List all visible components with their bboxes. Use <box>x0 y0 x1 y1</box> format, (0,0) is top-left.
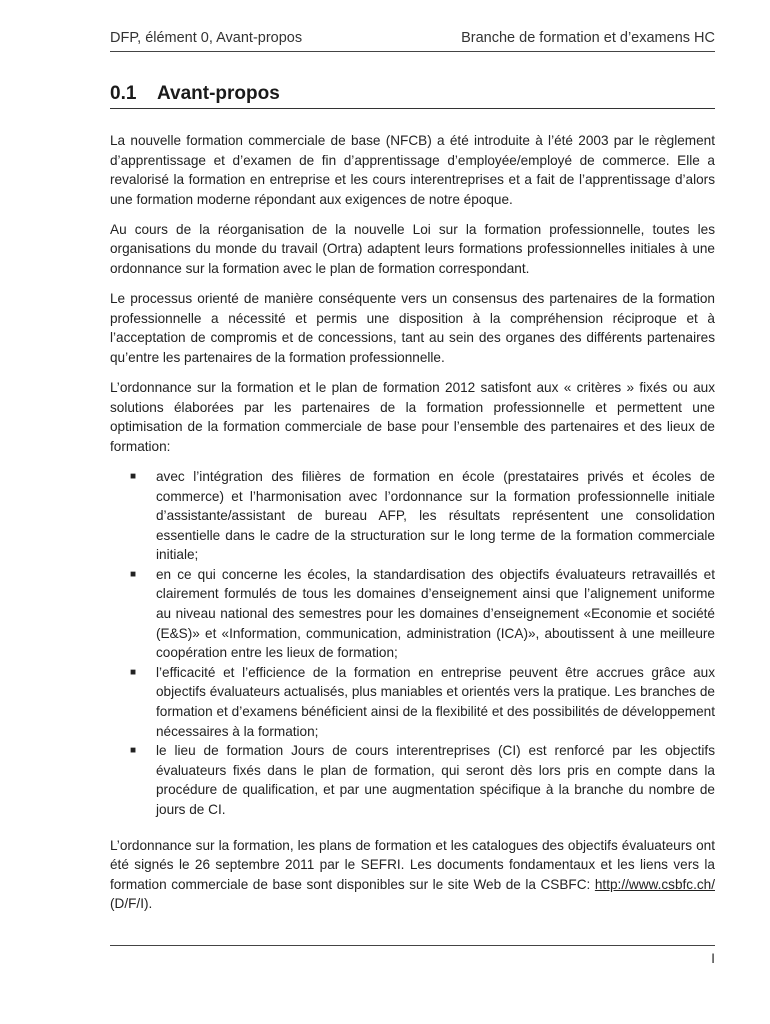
list-item <box>110 663 715 741</box>
list-item-text: l’efficacité et l’efficience de la formation en entreprise peuvent être accrues grâce aux objectifs évaluateurs actualisés, plus maniables et orientés vers la pratique. Les branches de formation et d’examens bénéficient ainsi de la flexibilité et des possibilités de développement nécessaires à la formation; <box>156 664 715 739</box>
closing-text: L’ordonnance sur la formation, les plans de formation et les catalogues des objectifs évaluateurs ont été signés le 26 septembre 2011 par le SEFRI. Les documents fondamentaux et les liens vers la formation commerciale de base sont disponibles sur le site Web de la CSBFC: <box>110 837 715 892</box>
section-heading <box>110 83 715 105</box>
page-header <box>110 30 715 46</box>
closing-suffix: (D/F/I). <box>110 896 153 912</box>
heading-rule <box>110 108 715 109</box>
page-number: I <box>711 950 715 966</box>
square-bullet-icon: ■ <box>130 666 137 678</box>
closing-paragraph <box>110 836 715 914</box>
list-item-text: le lieu de formation Jours de cours interentreprises (CI) est renforcé par les objectifs évaluateurs fixés dans le plan de formation, qui seront dès lors pris en compte dans la procédure de qualification, et par une augmentation spécifique à la branche du nombre de jours de CI. <box>156 743 715 817</box>
square-bullet-icon: ■ <box>130 470 137 482</box>
csbfc-link[interactable]: http://www.csbfc.ch/ <box>594 876 715 892</box>
list-item <box>110 565 715 663</box>
header-left: DFP, élément 0, Avant-propos <box>110 30 303 46</box>
footer-rule <box>110 945 715 946</box>
list-item-text: en ce qui concerne les écoles, la standardisation des objectifs évaluateurs retravaillés et clairement formulés de tous les domaines d’enseignement ainsi que l’alignement uniforme au niveau national des semestres pour les domaines d’enseignement «Economie et société (E&S)» et «Information, communication, administration (ICA)», aboutissent à une meilleure coopération entre les lieux de formation; <box>156 566 715 661</box>
section-number: 0.1 <box>110 83 137 104</box>
header-rule <box>110 51 715 52</box>
paragraph: La nouvelle formation commerciale de base (NFCB) a été introduite à l’été 2003 par le règlement d’apprentissage et d’examen de fin d’apprentissage d’employée/employé de commerce. Elle a revalorisé la formation en entreprise et les cours interentreprises et a fait de l’apprentissage d’alors une formation moderne répondant aux exigences de notre époque. <box>110 133 715 207</box>
paragraph: Au cours de la réorganisation de la nouvelle Loi sur la formation professionnelle, toutes les organisations du monde du travail (Ortra) adaptent leurs formations professionnelles initiales à une ordonnance sur la formation avec le plan de formation correspondant. <box>110 221 715 277</box>
main-content <box>110 131 715 924</box>
square-bullet-icon: ■ <box>130 568 137 580</box>
square-bullet-icon: ■ <box>130 745 137 757</box>
list-item-text: avec l’intégration des filières de formation en école (prestataires privés et écoles de commerce) et l’harmonisation avec l’ordonnance sur la formation professionnelle initiale d’assistante/assistant de bureau AFP, les résultats représentent une consolidation essentielle dans le cadre de la structuration sur le long terme de la formation commerciale initiale; <box>156 468 715 563</box>
section-title: Avant-propos <box>157 83 280 104</box>
paragraph: Le processus orienté de manière conséquente vers un consensus des partenaires de la formation professionnelle a nécessité et permis une disposition à la compréhension réciproque et à l’acceptation de compromis et de concessions, tant au sein des organes des différents partenaires qu’entre les partenaires de la formation professionnelle. <box>110 291 715 365</box>
header-right: Branche de formation et d’examens HC <box>461 30 715 46</box>
list-item <box>110 741 715 819</box>
bullet-list <box>110 467 715 820</box>
list-item <box>110 467 715 565</box>
paragraph: L’ordonnance sur la formation et le plan de formation 2012 satisfont aux « critères » fixés ou aux solutions élaborées par les partenaires de la formation professionnelle et permettent une optimisation de la formation commerciale de base pour l’ensemble des partenaires et des lieux de formation: <box>110 380 715 454</box>
